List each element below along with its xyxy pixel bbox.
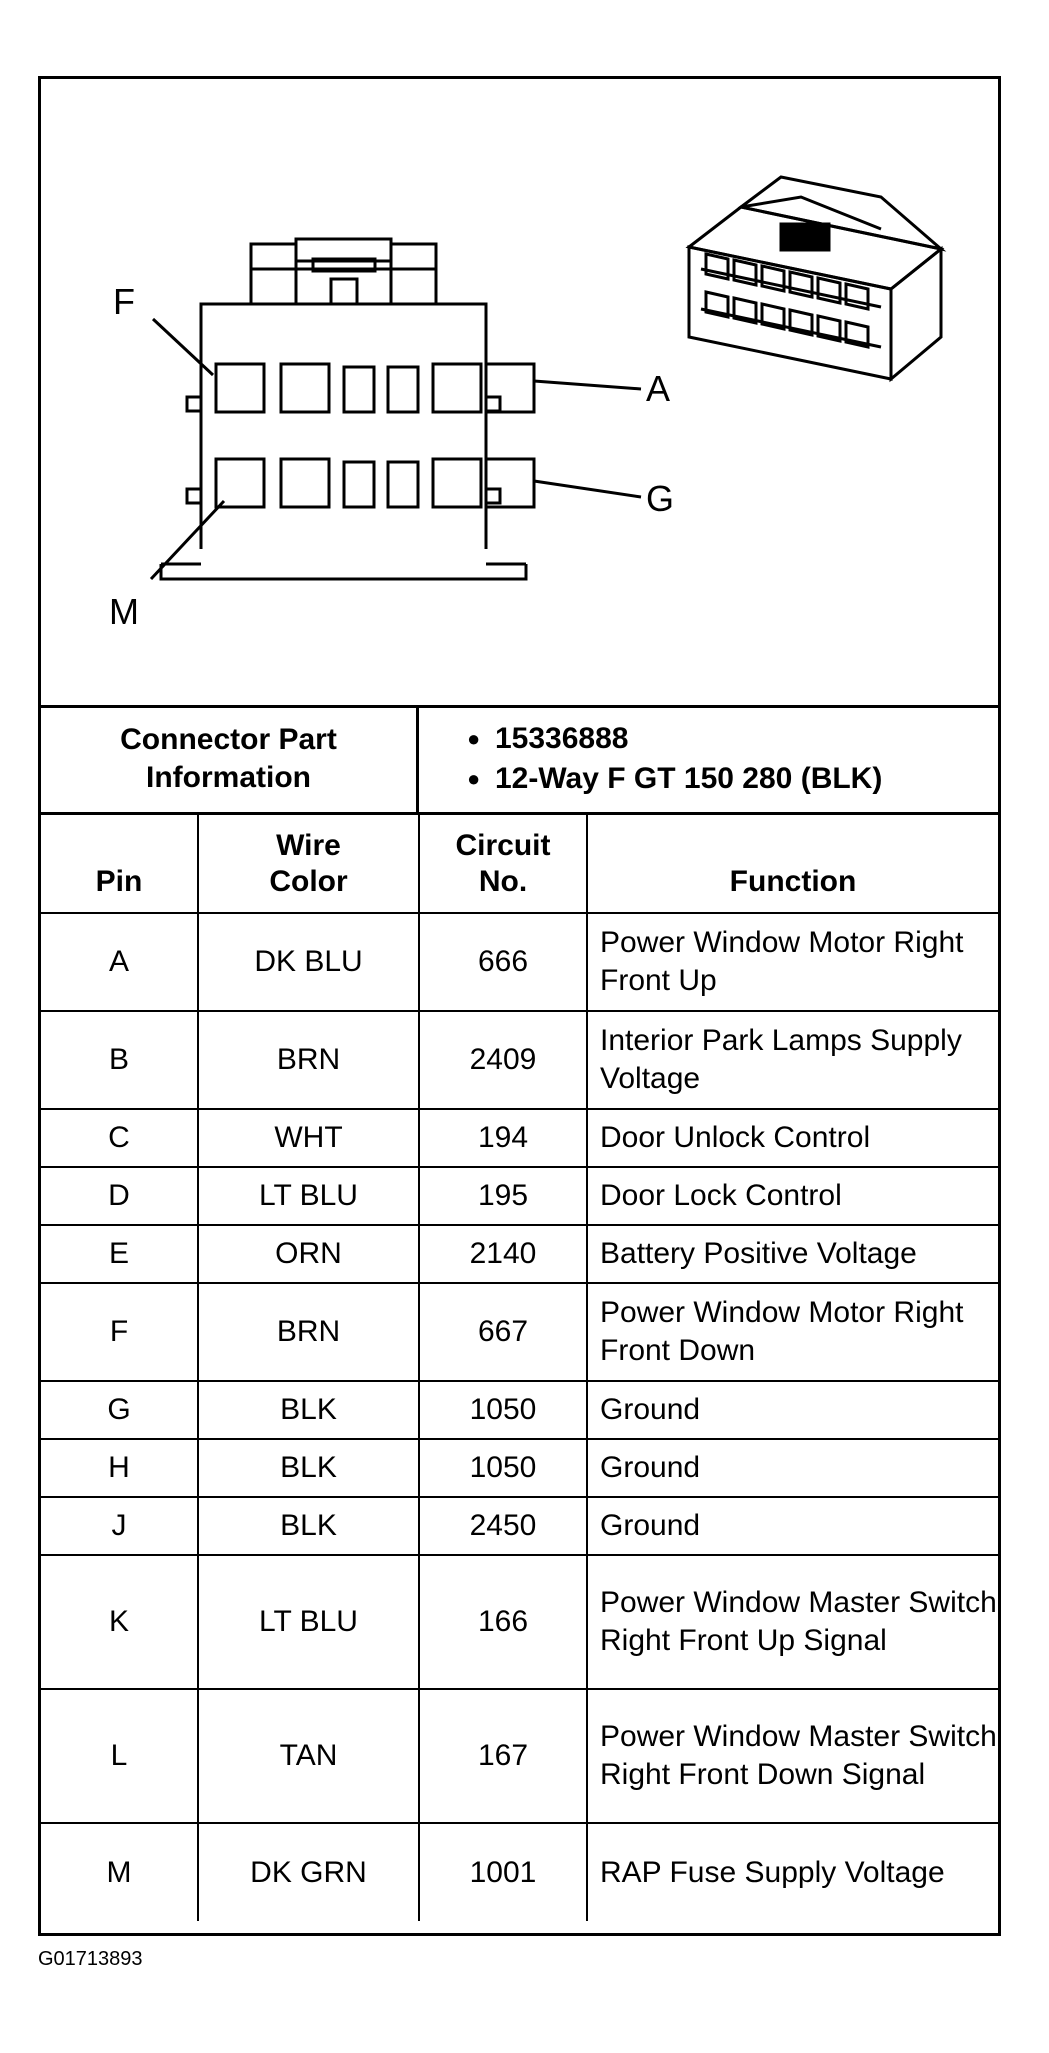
pin-cell: A	[41, 913, 198, 1011]
bullet-icon: ●	[467, 766, 481, 791]
circuit-cell: 2450	[419, 1497, 587, 1555]
label-g: G	[646, 478, 675, 519]
function-cell: Power Window Motor Right Front Up	[587, 913, 998, 1011]
table-row	[41, 1689, 998, 1823]
part-number: 15336888	[495, 722, 629, 755]
table-row	[41, 1283, 998, 1381]
part-number-line	[467, 719, 998, 759]
wire-color-cell: LT BLU	[198, 1167, 419, 1225]
label-f: F	[113, 281, 135, 322]
description-line	[467, 759, 998, 799]
wire-color-cell: LT BLU	[198, 1555, 419, 1689]
function-cell: Battery Positive Voltage	[587, 1225, 998, 1283]
table-row	[41, 1497, 998, 1555]
pin-cell: F	[41, 1283, 198, 1381]
wire-color-cell: DK GRN	[198, 1823, 419, 1921]
function-cell: Ground	[587, 1439, 998, 1497]
connector-figure	[41, 79, 998, 708]
table-row	[41, 1439, 998, 1497]
circuit-cell: 666	[419, 913, 587, 1011]
circuit-cell: 1050	[419, 1381, 587, 1439]
function-cell: Ground	[587, 1497, 998, 1555]
circuit-cell: 2140	[419, 1225, 587, 1283]
connector-info-values	[419, 705, 998, 812]
pin-cell: E	[41, 1225, 198, 1283]
function-cell: Power Window Master Switch Right Front Up Signal	[587, 1555, 998, 1689]
pin-table	[41, 815, 998, 1921]
connector-info-label	[41, 705, 419, 812]
table-row	[41, 913, 998, 1011]
figure-id: G01713893	[38, 1948, 143, 1970]
function-cell: Interior Park Lamps Supply Voltage	[587, 1011, 998, 1109]
connector-face	[151, 239, 641, 579]
connector-info-label-text: Connector Part Information	[120, 722, 337, 794]
circuit-cell: 195	[419, 1167, 587, 1225]
wire-color-cell: BRN	[198, 1283, 419, 1381]
wire-color-cell: BRN	[198, 1011, 419, 1109]
function-cell: RAP Fuse Supply Voltage	[587, 1823, 998, 1921]
table-row	[41, 1381, 998, 1439]
header-pin: Pin	[41, 815, 198, 913]
pin-cell: G	[41, 1381, 198, 1439]
wire-color-cell: BLK	[198, 1439, 419, 1497]
function-cell: Ground	[587, 1381, 998, 1439]
pin-cell: K	[41, 1555, 198, 1689]
wire-color-cell: ORN	[198, 1225, 419, 1283]
connector-description: 12-Way F GT 150 280 (BLK)	[495, 762, 883, 795]
pin-cell: C	[41, 1109, 198, 1167]
wire-color-cell: DK BLU	[198, 913, 419, 1011]
circuit-cell: 2409	[419, 1011, 587, 1109]
function-cell: Power Window Motor Right Front Down	[587, 1283, 998, 1381]
circuit-cell: 194	[419, 1109, 587, 1167]
circuit-cell: 1050	[419, 1439, 587, 1497]
circuit-cell: 167	[419, 1689, 587, 1823]
pin-cell: H	[41, 1439, 198, 1497]
table-row	[41, 1167, 998, 1225]
table-row	[41, 1555, 998, 1689]
pin-cell: M	[41, 1823, 198, 1921]
wire-color-cell: BLK	[198, 1497, 419, 1555]
function-cell: Power Window Master Switch Right Front Down Signal	[587, 1689, 998, 1823]
header-circuit: Circuit No.	[419, 815, 587, 913]
label-a: A	[646, 368, 671, 409]
pin-cell: B	[41, 1011, 198, 1109]
connector-part-info	[41, 705, 998, 815]
connector-drawing	[41, 79, 998, 705]
bullet-icon: ●	[467, 726, 481, 751]
wire-color-cell: TAN	[198, 1689, 419, 1823]
pin-cell: J	[41, 1497, 198, 1555]
wire-color-cell: BLK	[198, 1381, 419, 1439]
header-wire-color: Wire Color	[198, 815, 419, 913]
connector-sheet	[38, 76, 1001, 1936]
label-m: M	[109, 591, 139, 632]
pin-cell: L	[41, 1689, 198, 1823]
function-cell: Door Lock Control	[587, 1167, 998, 1225]
circuit-cell: 1001	[419, 1823, 587, 1921]
connector-iso-view	[689, 177, 941, 379]
table-row	[41, 1011, 998, 1109]
circuit-cell: 667	[419, 1283, 587, 1381]
table-row	[41, 1225, 998, 1283]
circuit-cell: 166	[419, 1555, 587, 1689]
pin-cell: D	[41, 1167, 198, 1225]
table-row	[41, 1109, 998, 1167]
header-function: Function	[587, 815, 998, 913]
table-row	[41, 1823, 998, 1921]
wire-color-cell: WHT	[198, 1109, 419, 1167]
function-cell: Door Unlock Control	[587, 1109, 998, 1167]
